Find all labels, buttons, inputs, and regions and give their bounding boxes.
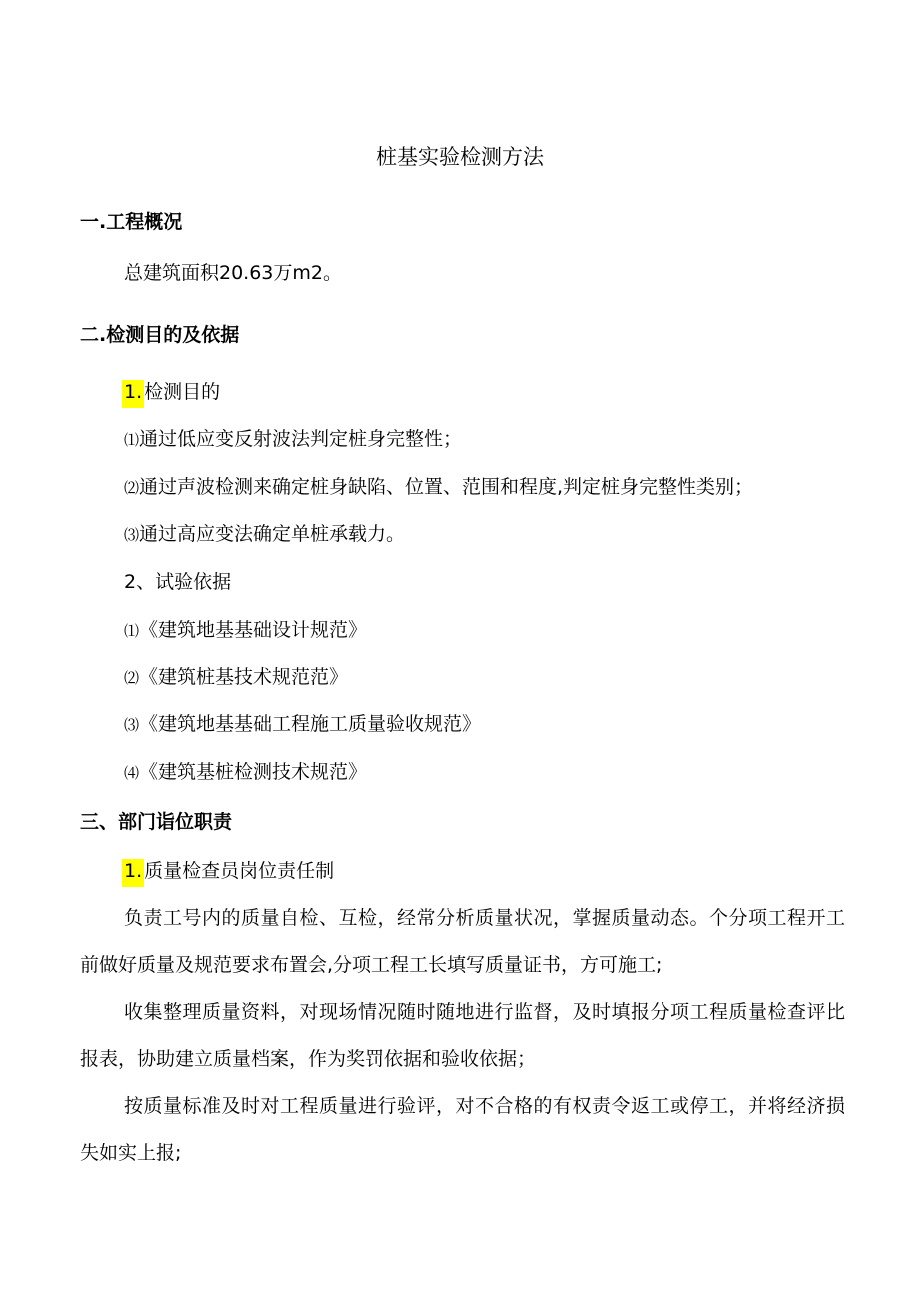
section-3-heading: 三、部门诣位职责 xyxy=(80,811,233,833)
list-item-text: 通过高应变法确定单桩承载力。 xyxy=(139,523,406,545)
list-item-number: ⑶ xyxy=(124,526,140,544)
list-item-text: 《建筑桩基技术规范范》 xyxy=(139,666,349,688)
paragraph: 负责工号内的质量自检、互检，经常分析质量状况，掌握质量动态。个分项工程开工前做好质量及规范要求布置会,分项工程工长填写质量证书，方可施工; xyxy=(80,907,845,976)
paragraph: 收集整理质量资料，对现场情况随时随地进行监督，及时填报分项工程质量检查评比报表，协助建立质量档案，作为奖罚依据和验收依据； xyxy=(80,1001,845,1070)
subsection-2-1-label: 检测目的 xyxy=(144,381,221,403)
list-item xyxy=(124,668,348,687)
subsection-2-1 xyxy=(124,380,220,408)
list-item xyxy=(124,715,481,734)
list-item-text: 《建筑地基基础设计规范》 xyxy=(139,619,368,641)
list-item xyxy=(124,525,405,544)
list-item-number: ⑴ xyxy=(124,622,140,640)
list-item-text: 《建筑地基基础工程施工质量验收规范》 xyxy=(139,713,482,735)
subsection-2-2-label: 2、试验依据 xyxy=(124,571,232,593)
document-title: 桩基实验检测方法 xyxy=(376,145,544,169)
subsection-3-1-label: 质量检查员岗位责任制 xyxy=(144,860,335,882)
section-1-heading: 一.工程概况 xyxy=(80,211,183,233)
paragraph: 按质量标准及时对工程质量进行验评，对不合格的有权责令返工或停工，并将经济损失如实上报; xyxy=(80,1095,845,1164)
subsection-3-1-number: 1. xyxy=(122,859,144,887)
list-item-text: 通过声波检测来确定桩身缺陷、位置、范围和程度,判定桩身完整性类别； xyxy=(139,476,754,498)
subsection-2-1-number: 1. xyxy=(122,380,144,408)
list-item-number: ⑶ xyxy=(124,716,140,734)
list-item-number: ⑵ xyxy=(124,669,140,687)
subsection-3-1 xyxy=(124,859,334,887)
list-item-number: ⑷ xyxy=(124,764,140,782)
section-1-text: 总建筑面积20.63万m2。 xyxy=(124,262,342,284)
list-item xyxy=(124,478,753,497)
list-item xyxy=(124,430,462,449)
list-item-number: ⑴ xyxy=(124,431,140,449)
list-item xyxy=(124,763,367,782)
section-2-heading: 二.检测目的及依据 xyxy=(80,324,240,346)
list-item-number: ⑵ xyxy=(124,479,140,497)
list-item xyxy=(124,621,367,640)
list-item-text: 《建筑基桩检测技术规范》 xyxy=(139,761,368,783)
list-item-text: 通过低应变反射波法判定桩身完整性； xyxy=(139,428,463,450)
